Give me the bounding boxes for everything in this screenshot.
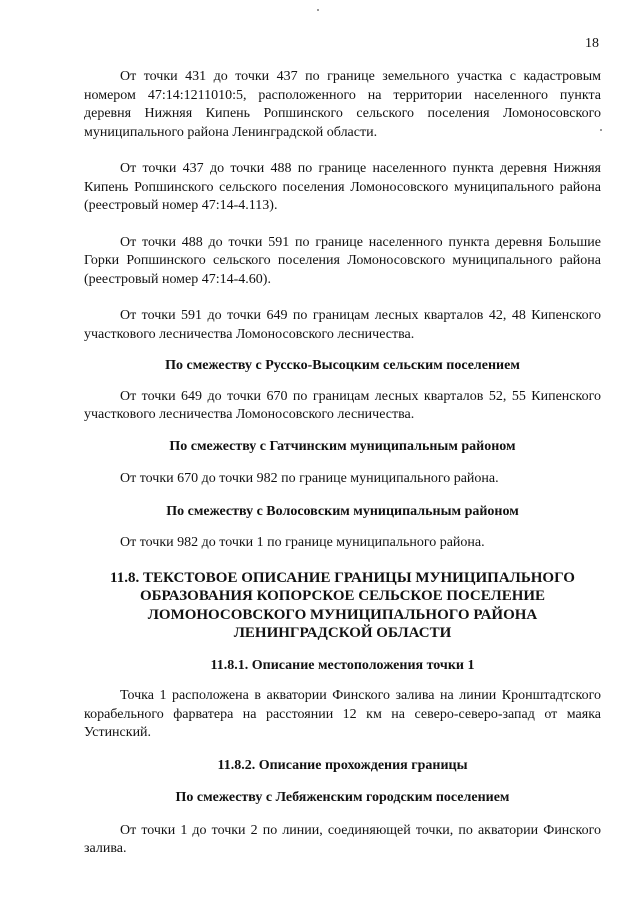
paragraph-670-982: От точки 670 до точки 982 по границе муниципального района. xyxy=(120,471,499,486)
paragraph-591-649: От точки 591 до точки 649 по границам лесных кварталов 42, 48 Кипенского участкового лесничества Ломоносовского лесничества. xyxy=(84,308,601,342)
heading-volosovsky: По смежеству с Волосовским муниципальным районом xyxy=(166,503,519,519)
heading-gatchinsky: По смежеству с Гатчинским муниципальным районом xyxy=(169,438,516,454)
paragraph-point-1: Точка 1 расположена в акватории Финского залива на линии Кронштадтского корабельного фарватера на расстоянии 12 км на северо-северо-запад от маяка Устинский. xyxy=(84,688,601,740)
page-number: 18 xyxy=(585,36,599,51)
heading-11-8-1: 11.8.1. Описание местоположения точки 1 xyxy=(210,657,475,673)
paragraph-649-670: От точки 649 до точки 670 по границам лесных кварталов 52, 55 Кипенского участкового лесничества Ломоносовского лесничества. xyxy=(84,388,601,422)
heading-russko-vysotskoe: По смежеству с Русско-Высоцким сельским поселением xyxy=(165,358,520,373)
paragraph-431-437: От точки 431 до точки 437 по границе земельного участка с кадастровым номером 47:14:1211010:5, расположенного на территории населенного пункта деревня Нижняя Кипень Ропшинского сельского поселения Ломоносовского муниципального района Ленинградской области. xyxy=(84,69,601,140)
scan-speck xyxy=(317,9,319,11)
paragraph-488-591: От точки 488 до точки 591 по границе населенного пункта деревня Большие Горки Ропшинского сельского поселения Ломоносовского муниципального района (реестровый номер 47:14-4.60). xyxy=(84,234,601,287)
heading-11-8-2: 11.8.2. Описание прохождения границы xyxy=(217,757,468,773)
paragraph-982-1: От точки 982 до точки 1 по границе муниципального района. xyxy=(120,535,485,550)
paragraph-437-488: От точки 437 до точки 488 по границе населенного пункта деревня Нижняя Кипень Ропшинского сельского поселения Ломоносовского муниципального района (реестровый номер 47:14-4.113). xyxy=(84,161,601,213)
document-body xyxy=(84,68,601,859)
scan-speck xyxy=(600,129,602,131)
section-title-11-8: 11.8. ТЕКСТОВОЕ ОПИСАНИЕ ГРАНИЦЫ МУНИЦИПАЛЬНОГО ОБРАЗОВАНИЯ КОПОРСКОЕ СЕЛЬСКОЕ ПОСЕЛЕНИЕ ЛОМОНОСОВСКОГО МУНИЦИПАЛЬНОГО РАЙОНА ЛЕНИНГРАДСКОЙ ОБЛАСТИ xyxy=(110,569,575,641)
heading-lebyazhenskoe: По смежеству с Лебяженским городским поселением xyxy=(175,790,510,805)
paragraph-1-2: От точки 1 до точки 2 по линии, соединяющей точки, по акватории Финского залива. xyxy=(84,822,601,856)
